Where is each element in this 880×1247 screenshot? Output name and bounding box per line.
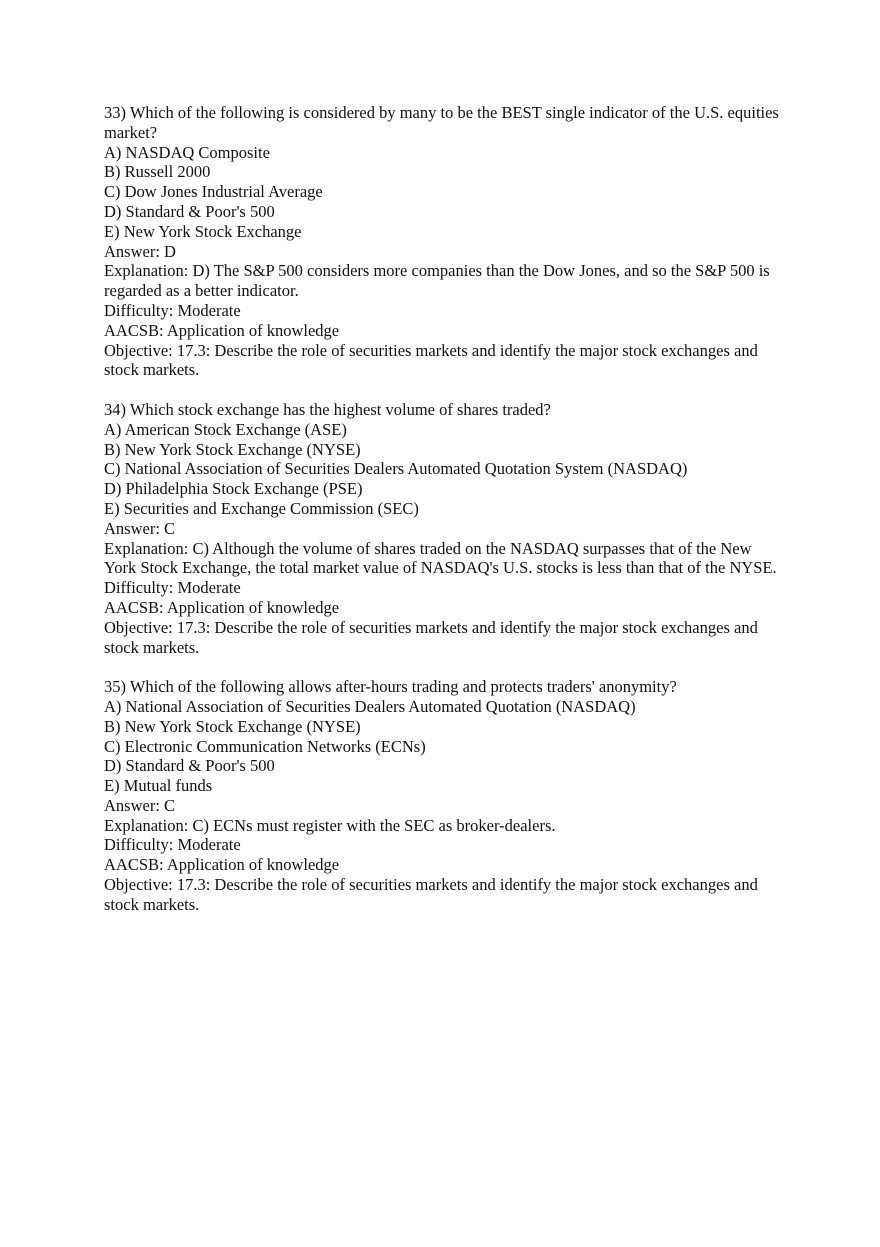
answer: Answer: C [104,518,176,538]
option-c: C) National Association of Securities Dealers Automated Quotation System (NASDAQ) [104,459,688,479]
aacsb: AACSB: Application of knowledge [104,320,340,340]
difficulty: Difficulty: Moderate [104,835,241,855]
option-d: D) Philadelphia Stock Exchange (PSE) [104,479,363,499]
explanation: Explanation: C) ECNs must register with the SEC as broker-dealers. [104,815,556,835]
answer: Answer: D [104,241,176,261]
question-prompt: 35) Which of the following allows after-hours trading and protects traders' anonymity? [104,677,677,697]
aacsb: AACSB: Application of knowledge [104,855,340,875]
option-b: B) Russell 2000 [104,162,211,182]
objective: Objective: 17.3: Describe the role of securities markets and identify the major stock exchanges and stock markets. [104,617,758,657]
difficulty: Difficulty: Moderate [104,578,241,598]
objective: Objective: 17.3: Describe the role of securities markets and identify the major stock exchanges and stock markets. [104,875,758,914]
option-d: D) Standard & Poor's 500 [104,201,275,221]
question-34 [104,400,784,657]
option-c: C) Electronic Communication Networks (ECNs) [104,736,426,756]
option-a: A) NASDAQ Composite [104,142,270,162]
question-35 [104,677,784,915]
option-b: B) New York Stock Exchange (NYSE) [104,716,361,736]
option-a: A) National Association of Securities Dealers Automated Quotation (NASDAQ) [104,696,636,716]
option-e: E) Mutual funds [104,776,213,796]
question-prompt: 34) Which stock exchange has the highest volume of shares traded? [104,399,551,419]
option-a: A) American Stock Exchange (ASE) [104,419,347,439]
option-c: C) Dow Jones Industrial Average [104,182,323,202]
objective: Objective: 17.3: Describe the role of securities markets and identify the major stock exchanges and stock markets. [104,340,758,380]
answer: Answer: C [104,795,176,815]
document-page [104,103,784,934]
question-33 [104,103,784,380]
option-b: B) New York Stock Exchange (NYSE) [104,439,361,459]
question-prompt: 33) Which of the following is considered by many to be the BEST single indicator of the U.S. equities market? [104,103,779,142]
option-e: E) Securities and Exchange Commission (SEC) [104,498,419,518]
option-d: D) Standard & Poor's 500 [104,756,275,776]
explanation: Explanation: C) Although the volume of shares traded on the NASDAQ surpasses that of the New York Stock Exchange, the total market value of NASDAQ's U.S. stocks is less than that of the NYSE. [104,538,777,578]
aacsb: AACSB: Application of knowledge [104,597,340,617]
explanation: Explanation: D) The S&P 500 considers more companies than the Dow Jones, and so the S&P 500 is regarded as a better indicator. [104,261,770,301]
difficulty: Difficulty: Moderate [104,300,241,320]
option-e: E) New York Stock Exchange [104,221,302,241]
